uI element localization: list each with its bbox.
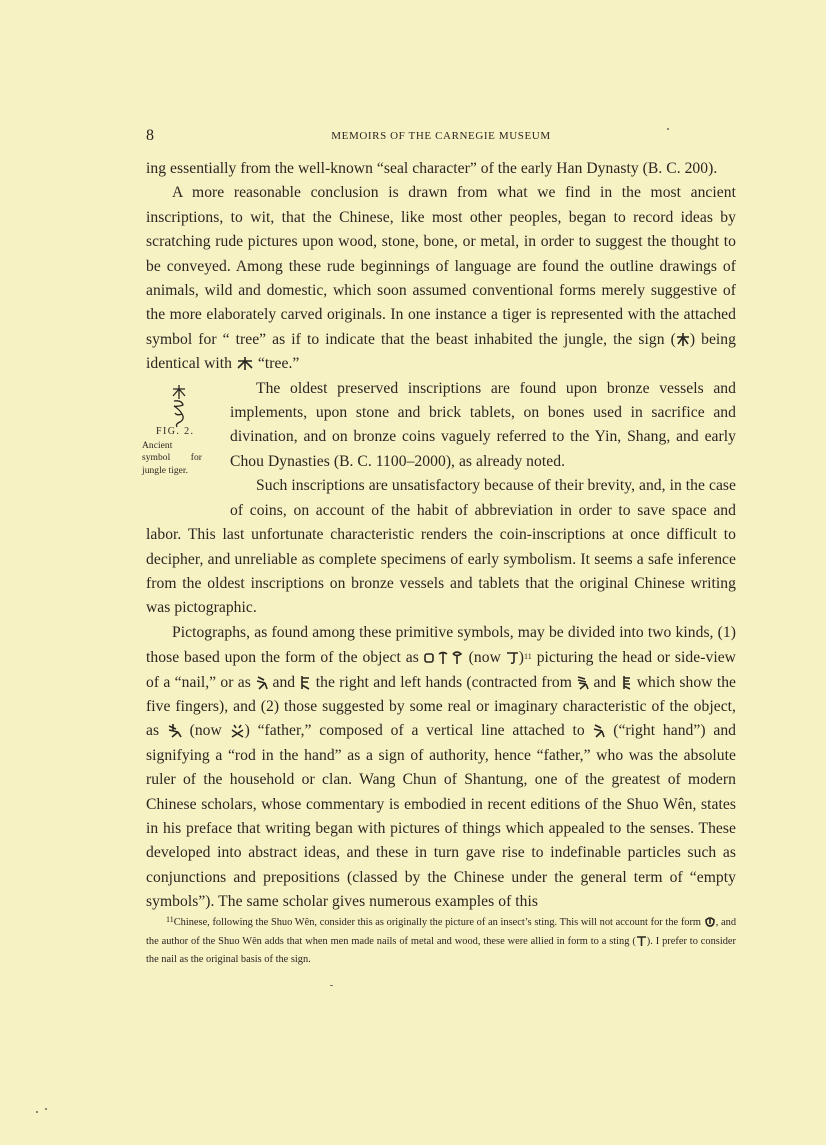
nail-form-glyph [704,916,716,928]
page-header [146,127,736,149]
footnote-reference: 11 [524,652,532,662]
page-number: 8 [146,127,154,144]
body-text [142,157,737,915]
father-modern-glyph [230,723,245,738]
footnote-number: 11 [166,915,174,924]
paragraph: Pictographs, as found among these primitive symbols, may be divided into two kinds, (1) those based upon the form of the object as (now )$^{11}$ picturing the head or side-view of a “nail,” or as and the right and left hands (contracted from and which show the five fingers), and (2) those suggested by some real or imaginary characteristic of the object, as (now ) “father,” composed of a vertical line attached to (“right hand”) and signifying a “rod in the hand” as a sign of authority, hence “father,” who was the absolute ruler of the household or clan. Wang Chun of Shantung, one of the greatest of modern Chinese scholars, whose commentary is embodied in recent editions of the Shuo Wên, states in his preface that writing began with pictures of things which appealed to the senses. These developed into abstract ideas, and these in turn gave rise to indefinable particles such as conjunctions and prepositions (classed by the Chinese under the general term of “empty symbols”). The same scholar gives numerous examples of this [146,623,737,911]
figure-label: FIG. 2. [156,425,195,437]
paper-speck [330,985,333,986]
left-hand-glyph [299,675,311,690]
paper-speck [36,1111,38,1113]
paragraph: A more reasonable conclusion is drawn from what we find in the most ancient inscriptions, to wit, that the Chinese, like most other peoples, began to record ideas by scratching rude pictures upon wood, stone, bone, or metal, in order to suggest the thought to be conveyed. Among these rude beginnings of language are found the outline drawings of animals, wild and domestic, which soon assumed conventional forms merely suggestive of the more elaborately carved originals. In one instance a tiger is represented with the attached symbol for “ tree” as if to indicate that the beast inhabited the jungle, the sign ( ) being identical with “tree.” [146,184,736,373]
paragraph: Such inscriptions are unsatisfactory because of their brevity, and, in the case of coins, on account of the habit of abbreviation in order to save space and labor. This last unfortunate characteristic renders the coin-inscriptions at once difficult to decipher, and unreliable as complete specimens of early symbolism. It seems a safe inference from the oldest inscriptions on bronze vessels and tablets that the original Chinese writing was pictographic. [146,477,736,617]
tree-glyph [676,332,690,347]
right-hand-five-fingers-glyph [576,675,589,690]
jungle-tiger-glyph [168,383,190,429]
figure-2 [142,377,226,503]
sting-glyph [636,935,647,947]
nail-glyphs [424,650,464,665]
father-ancient-glyph [167,723,182,738]
tree-character-glyph [236,356,254,371]
right-hand-glyph [255,675,268,690]
left-hand-five-fingers-glyph [620,675,632,690]
paragraph: ing essentially from the well-known “seal character” of the early Han Dynasty (B. C. 200). [146,160,718,177]
running-head: MEMOIRS OF THE CARNEGIE MUSEUM [331,130,551,142]
footnote: $^{11}$Chinese, following the Shuo Wên, consider this as originally the picture of an insect’s sting. This will not account for the form , and the author of the Shuo Wên adds that when men made nails of metal and wood, these were allied in form to a sting ( ). I prefer to consider the nail as the original basis of the sign. [146,915,737,965]
figure-caption: Ancient symbol for jungle tiger. [142,440,202,476]
nail-modern-glyph [506,650,519,665]
paragraph: The oldest preserved inscriptions are found upon bronze vessels and implements, upon stone and brick tablets, on bones used in sacrifice and divination, and on bronze coins vaguely referred to the Yin, Shang, and early Chou Dynasties (B. C. 1100–2000), as already noted. [230,379,736,470]
paper-speck [45,1108,47,1110]
paper-speck [667,128,669,130]
right-hand-glyph [592,723,605,738]
